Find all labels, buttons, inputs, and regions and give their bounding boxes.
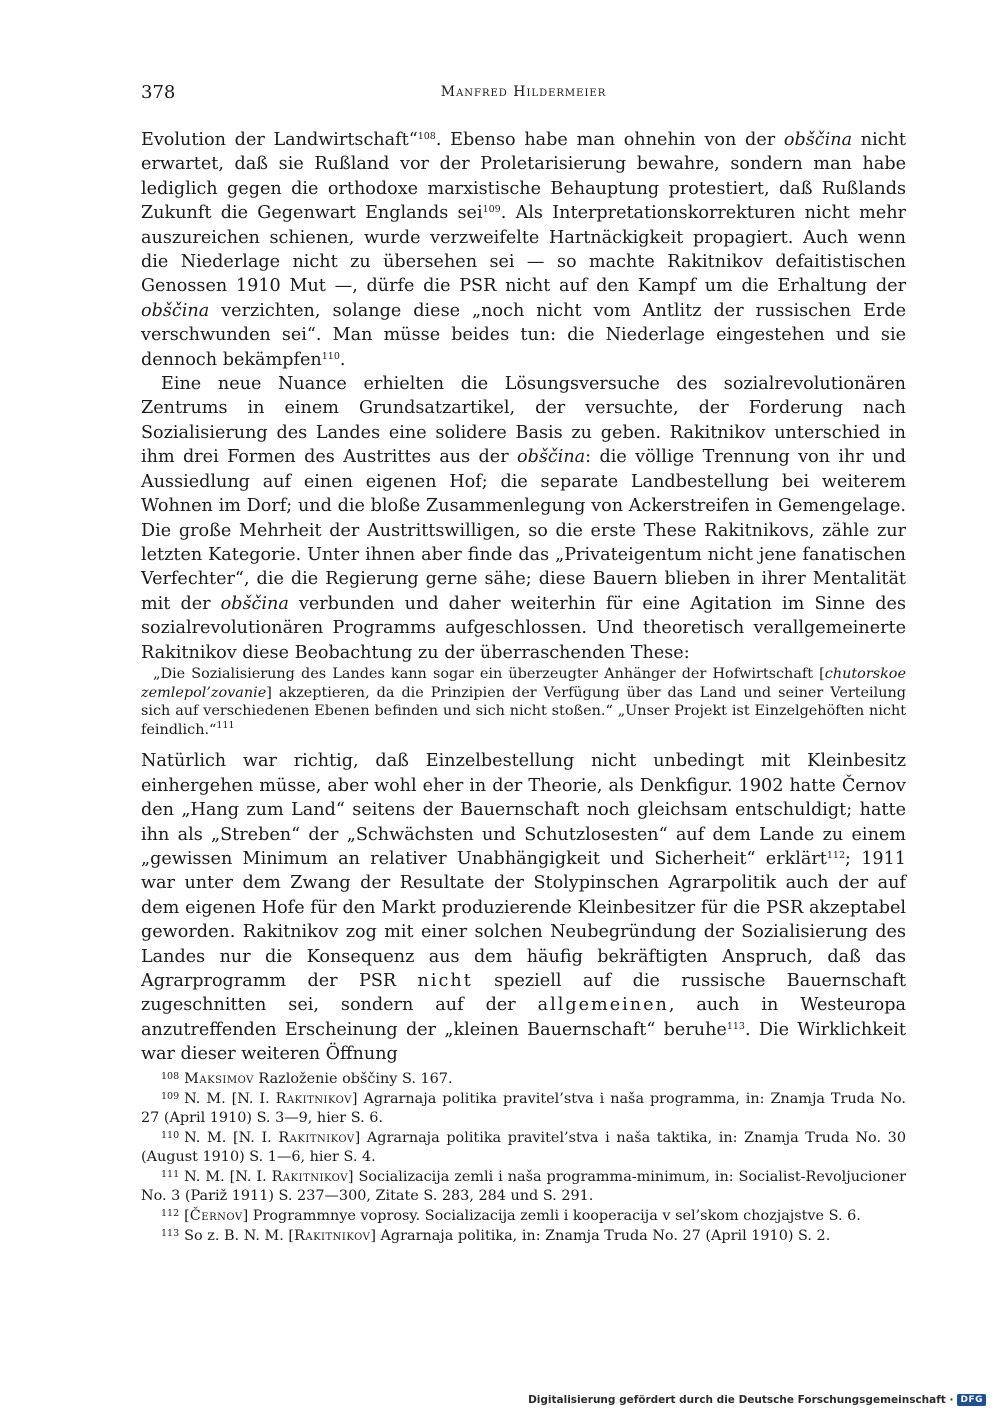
author-name: Černov [189,1208,243,1224]
footnote-ref: 109 [482,204,501,216]
italic-term: obščina [783,130,853,150]
block-quote [141,665,906,739]
footnote [141,1129,906,1167]
text-run: So z. B. N. M. [ [184,1228,295,1244]
text-run: . Die Wirklichkeit war dieser weiteren Öffnung [141,1019,906,1065]
footnote-number: 110 [161,1130,180,1141]
dfg-logo: DFG [957,1394,986,1406]
credit-text: Digitalisierung gefördert durch die Deutsche Forschungsgemeinschaft · [528,1394,954,1406]
text-run: ] Agrarnaja politika pravitel’stva i naša programma, in: Znamja Truda No. 27 (April 1910) S. 3—9, hier S. 6. [141,1091,906,1126]
footnote [141,1090,906,1128]
text-run: Razloženie obščiny S. 167. [253,1071,453,1087]
footnote-ref: 110 [321,350,340,362]
spaced-emphasis: allgemeinen [537,995,669,1016]
text-run: . [339,349,346,370]
paragraph [141,128,906,372]
text-run: [ [184,1208,190,1224]
paragraph [141,372,906,665]
text-run: Eine neue Nuance erhielten die Lösungsversuche des sozialrevolutionären Zentrums in einem Grundsatzartikel, der versuchte, der Forderung nach Sozialisierung des Landes eine solidere Basis zu geben. Rakitnikov unterschied in ihm drei Formen des Austrittes aus der [141,374,906,468]
text-run: N. M. [N. I. [184,1091,276,1107]
italic-term: obščina [141,300,210,321]
footnote [141,1168,906,1206]
footnote-number: 113 [161,1228,180,1239]
text-run: verbunden und daher weiterhin für eine Agitation im Sinne des sozialrevolutionären Programms aufgeschlossen. Und theoretisch verallgemeinerte Rakitnikov diese Beobachtung zu der überraschenden These: [141,593,906,663]
text-run: verzichten, solange diese „noch nicht vom Antlitz der russischen Erde verschwunden sei“. Man müsse beides tun: die Niederlage eingestehen und sie dennoch bekämpfen [141,300,906,370]
footnote-number: 111 [161,1169,180,1180]
text-run: . Ebenso habe man ohnehin von der [435,130,784,150]
footnote-ref: 108 [417,131,436,142]
text-run: , auch in Westeuropa anzutreffenden Erscheinung der „kleinen Bauernschaft“ beruhe [141,995,906,1040]
italic-term: chutorskoe zemlepol’zovanie [141,665,906,701]
paragraph [141,749,906,1066]
author-name: Maksimov [184,1071,254,1087]
text-run: ] akzeptieren, da die Prinzipien der Verfügung über das Land und seiner Verteilung sich auf verschiedenen Ebenen befinden und sich nicht stoßen.“ „Unser Projekt ist Einzelgehöften nicht feindlich.“ [141,684,906,738]
page-number: 378 [141,82,176,103]
italic-term: obščina [516,447,586,468]
text-run: N. M. [N. I. [184,1169,272,1185]
footnote [141,1207,906,1226]
text-run: N. M. [N. I. [184,1130,279,1146]
author-name: Rakitnikov [275,1091,352,1107]
text-run: ] Socializacija zemli i naša programma-minimum, in: Socialist-Revoljucioner No. 3 (Pariž 1911) S. 237—300, Zitate S. 283, 284 und S. 291. [141,1169,906,1204]
italic-term: obščina [220,593,289,614]
digitization-credit [528,1392,986,1408]
spaced-emphasis: nicht [417,970,473,991]
text-run: Evolution der Landwirtschaft“ [141,130,418,150]
text-run: ; 1911 war unter dem Zwang der Resultate der Stolypinschen Agrarpolitik auch der auf dem eigenen Hofe für den Markt produzierende Kleinbesitzer für die PSR akzeptabel geworden. Rakitnikov zog mit einer solchen Neubegründung der Sozialisierung des Landes nur die Konsequenz aus dem häufig bekräftigten Anspruch, daß das Agrarprogramm der PSR [141,848,906,991]
footnote-number: 109 [161,1091,180,1102]
text-run: : die völlige Trennung von ihr und Aussiedlung auf einen eigenen Hof; die separate Landbestellung bei weiterem Wohnen im Dorf; und die bloße Zusammenlegung von Ackerstreifen in Gemengelage. Die große Mehrheit der Austrittswilligen, so die erste These Rakitnikovs, zähle zur letzten Kategorie. Unter ihnen aber finde das „Privateigentum nicht jene fanatischen Verfechter“, die die Regierung gerne sähe; diese Bauern blieben in ihrer Mentalität mit der [141,447,906,614]
running-head: Manfred Hildermeier [440,84,607,100]
text-run: . Als Interpretationskorrekturen nicht mehr auszureichen schienen, wurde verzweifelte Hartnäckigkeit propagiert. Auch wenn die Niederlage nicht zu übersehen sei — so machte Rakitnikov defaitistischen Genossen 1910 Mut —, dürfe die PSR nicht auf den Kampf um die Erhaltung der [141,203,906,297]
footnote-number: 112 [161,1208,180,1219]
text-run: ] Agrarnaja politika pravitel’stva i naša taktika, in: Znamja Truda No. 30 (August 1910) S. 1—6, hier S. 4. [141,1130,906,1165]
page-header [141,82,906,108]
footnote [141,1070,906,1089]
text-run: „Die Sozialisierung des Landes kann sogar ein überzeugter Anhänger der Hofwirtschaft [ [153,665,825,682]
text-run: ] Programmnye voprosy. Socializacija zemli i kooperacija v sel’skom chozjajstve S. 6. [242,1208,861,1224]
text-run: ] Agrarnaja politika, in: Znamja Truda No. 27 (April 1910) S. 2. [370,1228,831,1244]
author-name: Rakitnikov [294,1228,371,1244]
text-run: Natürlich war richtig, daß Einzelbestellung nicht unbedingt mit Kleinbesitz einhergehen müsse, aber wohl eher in der Theorie, als Denkfigur. 1902 hatte Černov den „Hang zum Land“ seitens der Bauernschaft noch gleichsam entschuldigt; hatte ihn als „Streben“ der „Schwächsten und Schutzlosesten“ auf dem Lande zu einem „gewissen Minimum an relativer Unabhängigkeit und Sicherheit“ erklärt [141,751,906,869]
footnote-ref: 112 [826,849,846,861]
text-run: speziell auf die russische Bauernschaft zugeschnitten sei, sondern auf der [141,970,906,1016]
body-text [141,128,906,1067]
text-run: nicht erwartet, daß sie Rußland vor der Proletarisierung bewahre, sondern man habe lediglich gegen die orthodoxe marxistische Behauptung protestiert, daß Rußlands Zukunft die Gegenwart Englands sei [141,130,906,224]
footnote [141,1227,906,1246]
footnote-ref: 111 [216,719,235,731]
footnote-number: 108 [161,1071,180,1082]
author-name: Rakitnikov [278,1130,355,1146]
footnote-ref: 113 [726,1020,745,1032]
footnotes [141,1070,906,1247]
author-name: Rakitnikov [271,1169,348,1185]
